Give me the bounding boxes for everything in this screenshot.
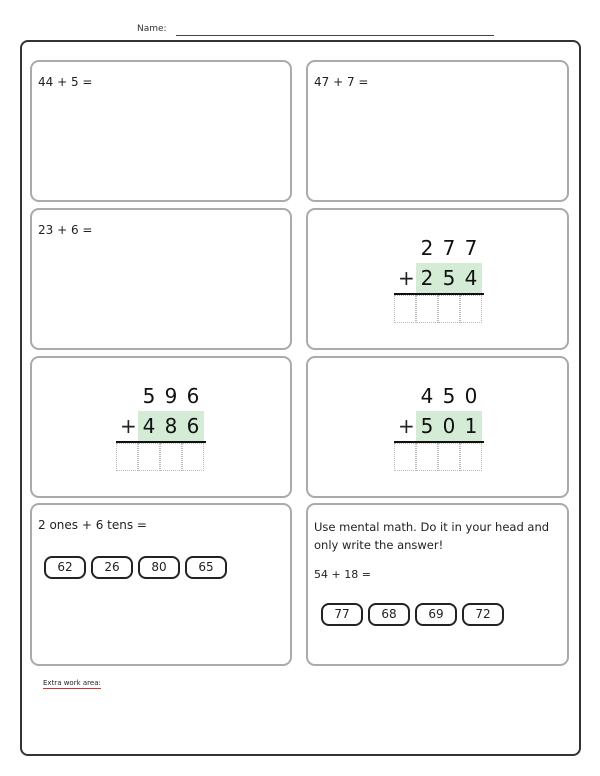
extra-work-label: Extra work area:: [43, 679, 101, 687]
answer-cell[interactable]: [460, 443, 482, 471]
problem-box-4[interactable]: [306, 208, 569, 350]
bottom-digit: 4: [138, 411, 160, 441]
answer-cell[interactable]: [394, 443, 416, 471]
problem-text: 44 + 5 =: [38, 75, 93, 89]
answer-cell[interactable]: [438, 443, 460, 471]
answer-cell[interactable]: [394, 295, 416, 323]
bottom-digit: 2: [416, 263, 438, 293]
top-digit: 7: [464, 236, 478, 260]
problem-text: 54 + 18 =: [314, 568, 371, 581]
answer-choices: [44, 556, 227, 579]
problem-box-1[interactable]: [30, 60, 292, 202]
problem-text: 2 ones + 6 tens =: [38, 518, 147, 532]
bottom-digit: 8: [160, 411, 182, 441]
choice-chip[interactable]: 80: [138, 556, 180, 579]
top-digit: 7: [442, 236, 456, 260]
problem-box-3[interactable]: [30, 208, 292, 350]
choice-chip[interactable]: 62: [44, 556, 86, 579]
choice-chip[interactable]: 77: [321, 603, 363, 626]
top-digit: 9: [164, 384, 178, 408]
choice-chip[interactable]: 72: [462, 603, 504, 626]
problem-box-6[interactable]: [306, 356, 569, 498]
answer-cell[interactable]: [138, 443, 160, 471]
answer-cell[interactable]: [116, 443, 138, 471]
problem-box-5[interactable]: [30, 356, 292, 498]
top-digit: 6: [186, 384, 200, 408]
problem-text: 47 + 7 =: [314, 75, 369, 89]
plus-sign: +: [120, 414, 137, 438]
instruction-text: Use mental math. Do it in your head and only write the answer!: [314, 520, 550, 552]
problem-box-8[interactable]: [306, 503, 569, 666]
answer-cell[interactable]: [416, 443, 438, 471]
choice-chip[interactable]: 68: [368, 603, 410, 626]
bottom-digit: 0: [438, 411, 460, 441]
problem-box-7[interactable]: [30, 503, 292, 666]
answer-cell[interactable]: [416, 295, 438, 323]
answer-cell[interactable]: [160, 443, 182, 471]
bottom-digit: 5: [416, 411, 438, 441]
top-digit: 0: [464, 384, 478, 408]
top-digit: 4: [420, 384, 434, 408]
name-field[interactable]: [176, 35, 494, 36]
problem-box-2[interactable]: [306, 60, 569, 202]
answer-cell[interactable]: [438, 295, 460, 323]
choice-chip[interactable]: 69: [415, 603, 457, 626]
answer-choices: [321, 603, 504, 626]
bottom-digit: 4: [460, 263, 482, 293]
plus-sign: +: [398, 266, 415, 290]
plus-sign: +: [398, 414, 415, 438]
bottom-digit: 1: [460, 411, 482, 441]
bottom-digit: 6: [182, 411, 204, 441]
answer-cell[interactable]: [460, 295, 482, 323]
choice-chip[interactable]: 65: [185, 556, 227, 579]
top-digit: 5: [442, 384, 456, 408]
top-digit: 5: [142, 384, 156, 408]
answer-cell[interactable]: [182, 443, 204, 471]
problem-text: 23 + 6 =: [38, 223, 93, 237]
name-label: Name:: [137, 24, 167, 34]
top-digit: 2: [420, 236, 434, 260]
bottom-digit: 5: [438, 263, 460, 293]
choice-chip[interactable]: 26: [91, 556, 133, 579]
